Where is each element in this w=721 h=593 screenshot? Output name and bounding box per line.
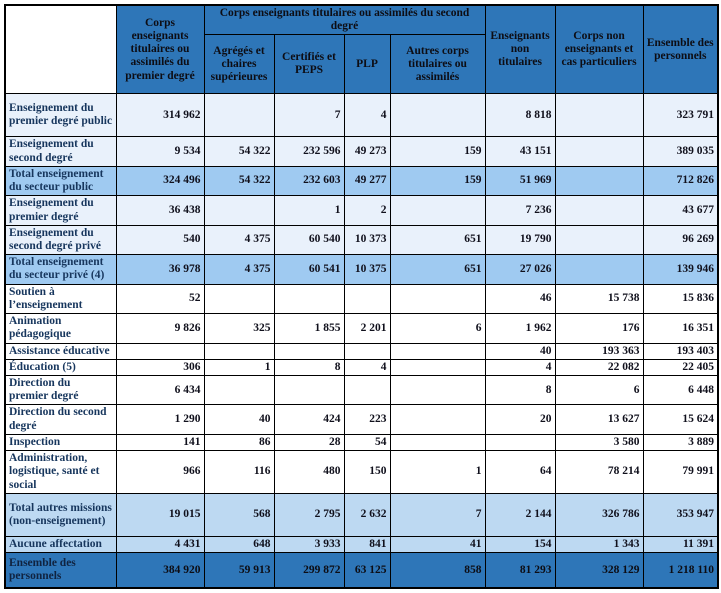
cell-value: 232 603 [274,166,344,195]
cell-value [204,375,274,404]
cell-value: 6 448 [643,375,718,404]
cell-value: 2 795 [274,494,344,537]
table-row [5,434,718,450]
cell-value: 1 [274,196,344,225]
row-label: Ensemble des personnels [5,553,116,589]
table-row [5,255,718,284]
cell-value: 22 405 [643,359,718,375]
cell-value [555,94,643,137]
cell-value [204,343,274,359]
cell-value [116,343,204,359]
cell-value: 46 [485,284,555,313]
cell-value: 648 [204,537,274,553]
cell-value: 841 [344,537,390,553]
cell-value: 6 434 [116,375,204,404]
table-row [5,343,718,359]
cell-value: 15 624 [643,405,718,434]
row-label: Direction du premier degré [5,375,116,404]
header-sub-plp: PLP [344,35,390,94]
table-row [5,314,718,343]
cell-value: 43 151 [485,137,555,166]
table-row [5,494,718,537]
row-label: Total enseignement du secteur privé (4) [5,255,116,284]
cell-value: 40 [485,343,555,359]
row-label: Aucune affectation [5,537,116,553]
cell-value: 7 [274,94,344,137]
cell-value: 36 978 [116,255,204,284]
header-sub-autres-corps: Autres corps titulaires ou assimilés [390,35,485,94]
cell-value [555,255,643,284]
row-label: Direction du second degré [5,405,116,434]
cell-value: 150 [344,451,390,494]
cell-value: 6 [555,375,643,404]
cell-value [204,94,274,137]
cell-value [274,375,344,404]
row-label: Administration, logistique, santé et social [5,451,116,494]
cell-value [555,196,643,225]
cell-value: 8 818 [485,94,555,137]
header-sub-agreges: Agrégés et chaires supérieures [204,35,274,94]
table-row [5,94,718,137]
header-col-non-enseignants: Corps non enseignants et cas particuliers [555,5,643,94]
table-row [5,137,718,166]
cell-value: 306 [116,359,204,375]
cell-value: 4 [344,359,390,375]
cell-value: 78 214 [555,451,643,494]
cell-value: 2 [344,196,390,225]
cell-value: 2 144 [485,494,555,537]
cell-value [390,284,485,313]
cell-value [390,343,485,359]
header-col-ensemble: Ensemble des personnels [643,5,718,94]
cell-value: 27 026 [485,255,555,284]
cell-value: 8 [274,359,344,375]
cell-value: 384 920 [116,553,204,589]
row-label: Inspection [5,434,116,450]
cell-value: 54 322 [204,137,274,166]
cell-value [390,405,485,434]
table-body [5,94,718,588]
cell-value [555,137,643,166]
cell-value: 324 496 [116,166,204,195]
row-label: Éducation (5) [5,359,116,375]
cell-value: 326 786 [555,494,643,537]
row-label: Enseignement du second degré privé [5,225,116,254]
cell-value: 1 [204,359,274,375]
row-label: Assistance éducative [5,343,116,359]
cell-value: 193 403 [643,343,718,359]
cell-value: 299 872 [274,553,344,589]
cell-value: 2 201 [344,314,390,343]
cell-value [390,375,485,404]
cell-value: 651 [390,255,485,284]
cell-value: 2 632 [344,494,390,537]
cell-value: 1 218 110 [643,553,718,589]
cell-value: 86 [204,434,274,450]
cell-value: 41 [390,537,485,553]
cell-value: 40 [204,405,274,434]
cell-value: 79 991 [643,451,718,494]
cell-value [344,284,390,313]
cell-value: 15 836 [643,284,718,313]
cell-value [555,166,643,195]
cell-value: 389 035 [643,137,718,166]
cell-value: 1 962 [485,314,555,343]
cell-value: 858 [390,553,485,589]
cell-value: 16 351 [643,314,718,343]
cell-value: 176 [555,314,643,343]
cell-value: 54 322 [204,166,274,195]
cell-value [390,94,485,137]
cell-value: 4 375 [204,255,274,284]
cell-value: 159 [390,137,485,166]
cell-value: 966 [116,451,204,494]
cell-value: 159 [390,166,485,195]
cell-value: 328 129 [555,553,643,589]
cell-value: 568 [204,494,274,537]
cell-value: 10 373 [344,225,390,254]
cell-value: 223 [344,405,390,434]
header-sub-certifies: Certifiés et PEPS [274,35,344,94]
cell-value: 36 438 [116,196,204,225]
cell-value: 154 [485,537,555,553]
cell-value: 9 534 [116,137,204,166]
row-label: Animation pédagogique [5,314,116,343]
cell-value [274,343,344,359]
row-label: Total autres missions (non-enseignement) [5,494,116,537]
cell-value [344,375,390,404]
cell-value: 10 375 [344,255,390,284]
row-label: Soutien à l’enseignement [5,284,116,313]
cell-value: 52 [116,284,204,313]
cell-value: 54 [344,434,390,450]
cell-value: 540 [116,225,204,254]
cell-value: 19 015 [116,494,204,537]
header-group-second-degre: Corps enseignants titulaires ou assimilés du second degré [204,5,485,35]
cell-value: 20 [485,405,555,434]
cell-value [390,434,485,450]
cell-value: 651 [390,225,485,254]
cell-value [204,284,274,313]
cell-value: 59 913 [204,553,274,589]
cell-value: 60 540 [274,225,344,254]
cell-value [390,196,485,225]
table-row [5,553,718,589]
cell-value: 480 [274,451,344,494]
cell-value: 712 826 [643,166,718,195]
cell-value: 3 889 [643,434,718,450]
cell-value: 6 [390,314,485,343]
cell-value: 314 962 [116,94,204,137]
personnel-statistics-table [4,4,719,589]
cell-value: 7 [390,494,485,537]
table-row [5,284,718,313]
cell-value: 232 596 [274,137,344,166]
cell-value: 4 375 [204,225,274,254]
table-row [5,196,718,225]
cell-value: 1 855 [274,314,344,343]
cell-value [485,434,555,450]
cell-value: 43 677 [643,196,718,225]
row-label: Enseignement du premier degré [5,196,116,225]
cell-value [204,196,274,225]
row-label: Total enseignement du secteur public [5,166,116,195]
cell-value: 116 [204,451,274,494]
cell-value: 139 946 [643,255,718,284]
table-row [5,537,718,553]
cell-value [390,359,485,375]
cell-value: 15 738 [555,284,643,313]
cell-value: 13 627 [555,405,643,434]
header-col-non-titulaires: Enseignants non titulaires [485,5,555,94]
cell-value: 353 947 [643,494,718,537]
cell-value: 11 391 [643,537,718,553]
cell-value: 1 [390,451,485,494]
cell-value: 9 826 [116,314,204,343]
table-row [5,359,718,375]
cell-value [274,284,344,313]
row-label: Enseignement du second degré [5,137,116,166]
cell-value: 8 [485,375,555,404]
cell-value [555,225,643,254]
cell-value: 141 [116,434,204,450]
cell-value: 1 290 [116,405,204,434]
cell-value: 4 431 [116,537,204,553]
cell-value: 51 969 [485,166,555,195]
cell-value: 7 236 [485,196,555,225]
table-row [5,375,718,404]
header-col-premier-degre: Corps enseignants titulaires ou assimilés du premier degré [116,5,204,94]
table-row [5,405,718,434]
cell-value: 193 363 [555,343,643,359]
cell-value: 3 580 [555,434,643,450]
table-row [5,166,718,195]
cell-value: 96 269 [643,225,718,254]
cell-value: 49 273 [344,137,390,166]
cell-value: 19 790 [485,225,555,254]
cell-value: 323 791 [643,94,718,137]
cell-value: 64 [485,451,555,494]
cell-value: 3 933 [274,537,344,553]
cell-value: 60 541 [274,255,344,284]
cell-value: 325 [204,314,274,343]
table-row [5,451,718,494]
cell-value: 81 293 [485,553,555,589]
cell-value: 63 125 [344,553,390,589]
table-row [5,225,718,254]
header-corner-cell [5,5,116,94]
cell-value: 22 082 [555,359,643,375]
cell-value: 1 343 [555,537,643,553]
header-row-groups [5,5,718,35]
row-label: Enseignement du premier degré public [5,94,116,137]
cell-value [344,343,390,359]
cell-value: 4 [485,359,555,375]
cell-value: 4 [344,94,390,137]
cell-value: 424 [274,405,344,434]
cell-value: 49 277 [344,166,390,195]
cell-value: 28 [274,434,344,450]
